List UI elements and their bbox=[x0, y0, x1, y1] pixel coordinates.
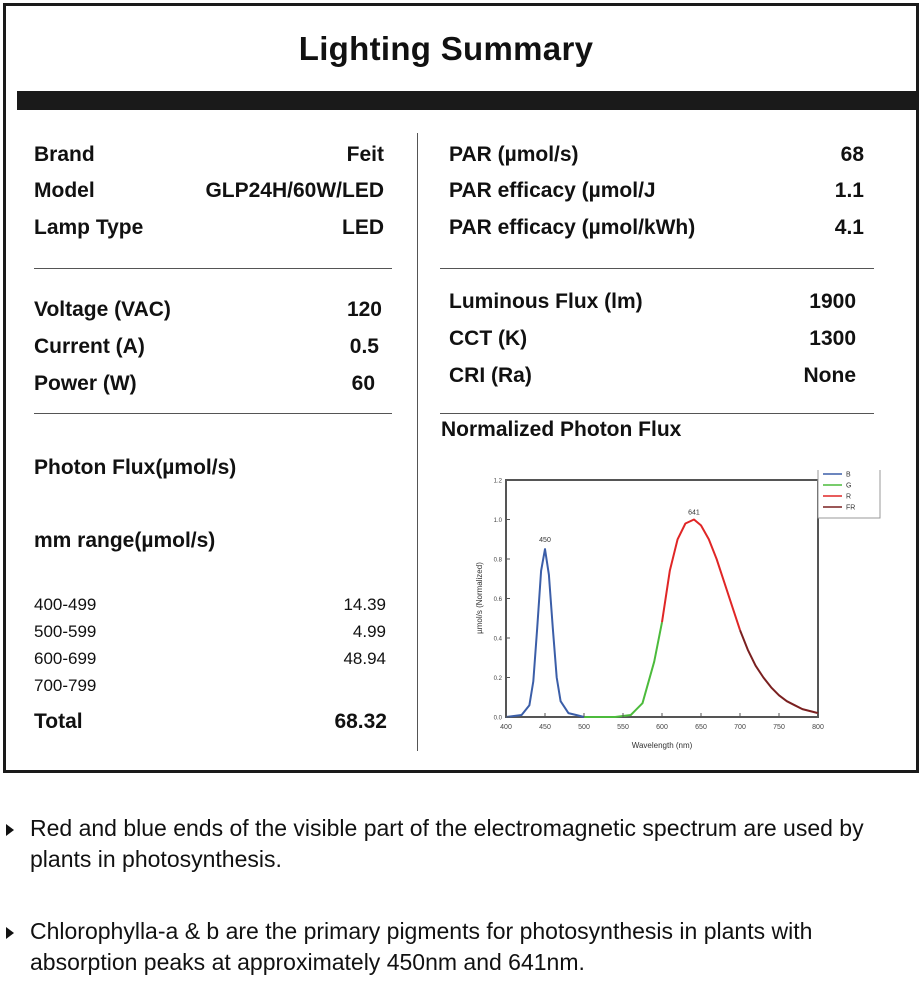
x-tick-label: 650 bbox=[695, 724, 707, 731]
photometric-label: Luminous Flux (lm) bbox=[449, 290, 643, 313]
photometric-value: None bbox=[803, 364, 856, 387]
y-tick-label: 0.6 bbox=[493, 597, 502, 603]
electrical-label: Current (A) bbox=[34, 335, 145, 358]
y-tick-label: 1.2 bbox=[493, 478, 502, 485]
range-label: 600-699 bbox=[34, 649, 97, 668]
y-axis-label: µmol/s (Normalized) bbox=[475, 562, 484, 634]
legend-label: G bbox=[846, 482, 852, 490]
y-tick-label: 0.4 bbox=[493, 636, 502, 643]
total-label: Total bbox=[34, 710, 83, 733]
spec-label: Brand bbox=[34, 143, 95, 166]
x-tick-label: 450 bbox=[539, 724, 551, 731]
x-tick-label: 400 bbox=[500, 724, 512, 731]
photometric-value: 1300 bbox=[809, 327, 856, 350]
x-tick-label: 700 bbox=[734, 724, 746, 731]
x-tick-label: 800 bbox=[812, 724, 824, 731]
x-axis-label: Wavelength (nm) bbox=[631, 741, 693, 750]
range-label: 400-499 bbox=[34, 595, 97, 614]
x-tick-label: 750 bbox=[773, 724, 785, 731]
column-divider bbox=[417, 133, 418, 751]
electrical-label: Power (W) bbox=[34, 372, 137, 395]
x-tick-label: 550 bbox=[617, 724, 629, 731]
photometric-label: CRI (Ra) bbox=[449, 364, 532, 387]
electrical-value: 0.5 bbox=[349, 335, 379, 358]
spec-value: Feit bbox=[346, 143, 384, 166]
section-divider bbox=[440, 268, 874, 269]
x-tick-label: 500 bbox=[578, 724, 590, 731]
spec-value: GLP24H/60W/LED bbox=[205, 179, 384, 202]
y-tick-label: 0.0 bbox=[493, 715, 502, 722]
par-value: 4.1 bbox=[834, 216, 864, 239]
peak-annotation: 450 bbox=[539, 537, 551, 545]
section-divider bbox=[34, 413, 392, 414]
section-divider bbox=[34, 268, 392, 269]
photon-flux-chart bbox=[470, 470, 890, 760]
spec-label: Model bbox=[34, 179, 95, 202]
y-tick-label: 0.2 bbox=[493, 676, 502, 682]
chart-heading: Normalized Photon Flux bbox=[441, 418, 682, 441]
spec-value: LED bbox=[342, 216, 384, 239]
chart-legend bbox=[818, 470, 880, 518]
note-text: Red and blue ends of the visible part of the electromagnetic spectrum are used by plants in photosynthesis. bbox=[30, 815, 864, 872]
legend-label: FR bbox=[846, 504, 856, 512]
section-divider bbox=[440, 413, 874, 414]
par-value: 1.1 bbox=[834, 179, 864, 202]
bullet-triangle-icon bbox=[6, 824, 14, 836]
y-tick-label: 1.0 bbox=[493, 518, 502, 524]
range-value: 14.39 bbox=[343, 595, 386, 614]
par-label: PAR efficacy (µmol/kWh) bbox=[449, 216, 696, 239]
photometric-value: 1900 bbox=[809, 290, 856, 313]
note-item bbox=[6, 916, 911, 978]
photon-flux-heading: Photon Flux(µmol/s) bbox=[34, 456, 237, 479]
total-value: 68.32 bbox=[334, 710, 387, 733]
legend-label: B bbox=[846, 471, 851, 479]
electrical-label: Voltage (VAC) bbox=[34, 298, 171, 321]
electrical-value: 120 bbox=[346, 298, 382, 321]
range-label: 500-599 bbox=[34, 622, 97, 641]
peak-annotation: 641 bbox=[688, 509, 700, 517]
title-divider-bar bbox=[17, 91, 917, 110]
range-label: 700-799 bbox=[34, 676, 97, 695]
y-tick-label: 0.8 bbox=[493, 557, 502, 564]
bullet-triangle-icon bbox=[6, 927, 14, 939]
spec-label: Lamp Type bbox=[34, 216, 144, 239]
range-value: 4.99 bbox=[352, 622, 386, 641]
page-title: Lighting Summary bbox=[298, 30, 594, 67]
photometric-label: CCT (K) bbox=[449, 327, 528, 350]
par-label: PAR (µmol/s) bbox=[449, 143, 579, 166]
note-text: Chlorophylla-a & b are the primary pigments for photosynthesis in plants with absorption peaks at approximately 450nm and 641nm. bbox=[30, 918, 813, 975]
x-tick-label: 600 bbox=[656, 724, 668, 731]
plot-frame bbox=[506, 480, 818, 717]
range-value: 48.94 bbox=[343, 649, 386, 668]
legend-label: R bbox=[846, 493, 852, 501]
par-value: 68 bbox=[840, 143, 864, 166]
par-label: PAR efficacy (µmol/J bbox=[449, 179, 656, 202]
electrical-value: 60 bbox=[351, 372, 375, 395]
note-item bbox=[6, 813, 911, 875]
range-heading: mm range(µmol/s) bbox=[34, 529, 216, 552]
